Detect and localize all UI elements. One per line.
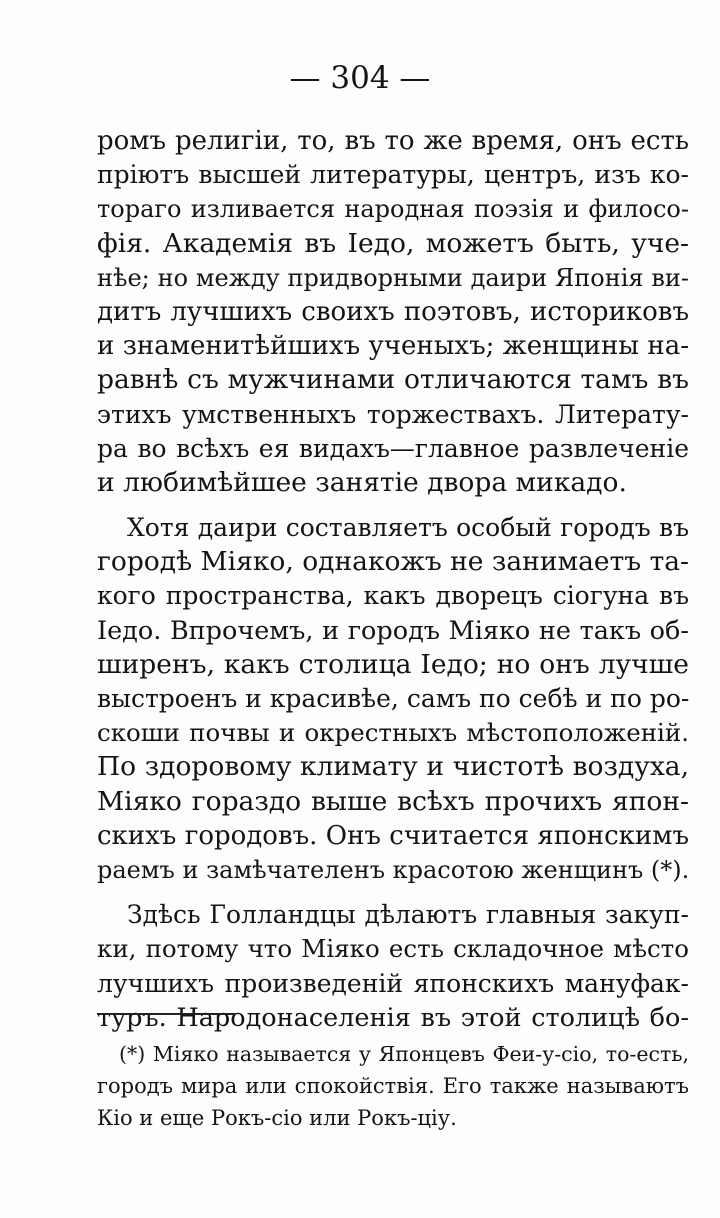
text-line: этихъ умственныхъ торжествахъ. Литерату- — [97, 399, 689, 429]
page-number: — 304 — — [289, 60, 431, 96]
footnote-line: городъ мира или спокойствія. Его также называютъ — [97, 1074, 689, 1098]
text-line: и знаменитѣйшихъ ученыхъ; женщины на- — [97, 331, 689, 362]
text-line: раемъ и замѣчателенъ красотою женщинъ (*). — [97, 855, 689, 884]
text-line: нѣе; но между придворными даири Японія ви- — [97, 263, 689, 292]
text-line: пріютъ высшей литературы, центръ, изъ ко- — [97, 160, 689, 190]
text-line: и любимѣйшее занятіе двора микадо. — [97, 466, 627, 498]
text-line: скоши почвы и окрестныхъ мѣстоположеній. — [97, 718, 689, 748]
paragraph-2 — [97, 511, 689, 887]
text-line: кого пространства, какъ дворецъ сіогуна въ — [97, 581, 689, 611]
text-line: городѣ Міяко, однакожъ не занимаетъ та- — [97, 546, 689, 578]
paragraph-1 — [97, 124, 689, 500]
text-line: туръ. Народонаселенія въ этой столицѣ бо- — [97, 1002, 689, 1033]
text-line: ширенъ, какъ столица Іедо; но онъ лучше — [97, 648, 689, 680]
text-line: ра во всѣхъ ея видахъ—главное развлеченіе — [97, 433, 689, 463]
text-line: фія. Академія въ Іедо, можетъ быть, уче- — [97, 227, 689, 259]
text-line: равнѣ съ мужчинами отличаются тамъ въ — [97, 364, 689, 396]
body-text — [97, 124, 689, 1035]
text-line: Іедо. Впрочемъ, и городъ Міяко не такъ об- — [97, 615, 689, 646]
text-line: Здѣсь Голландцы дѣлаютъ главныя закуп- — [127, 900, 689, 930]
text-line: скихъ городовъ. Онъ считается японскимъ — [97, 820, 689, 851]
text-line: По здоровому климату и чистотѣ воздуха, — [97, 751, 689, 783]
text-line: Хотя даири составляетъ особый городъ въ — [127, 513, 689, 543]
text-line: дитъ лучшихъ своихъ поэтовъ, историковъ — [97, 296, 689, 327]
footnote — [97, 1038, 689, 1134]
text-line: лучшихъ произведеній японскихъ мануфак- — [97, 968, 689, 998]
footnote-line: (*) Міяко называется у Японцевъ Феи-у-сіо, то-есть, — [119, 1042, 689, 1066]
text-line: ромъ религіи, то, въ то же время, онъ есть — [97, 126, 689, 156]
footnote-line: Кіо и еще Рокъ-сіо или Рокъ-ціу. — [97, 1106, 457, 1130]
text-line: Міяко гораздо выше всѣхъ прочихъ япон- — [97, 785, 689, 817]
text-line: ки, потому что Міяко есть складочное мѣсто — [97, 934, 689, 964]
text-line: выстроенъ и красивѣе, самъ по себѣ и по ро- — [97, 684, 689, 713]
text-line: тораго изливается народная поэзія и филосо- — [97, 195, 689, 224]
footnote-divider — [97, 1013, 235, 1015]
